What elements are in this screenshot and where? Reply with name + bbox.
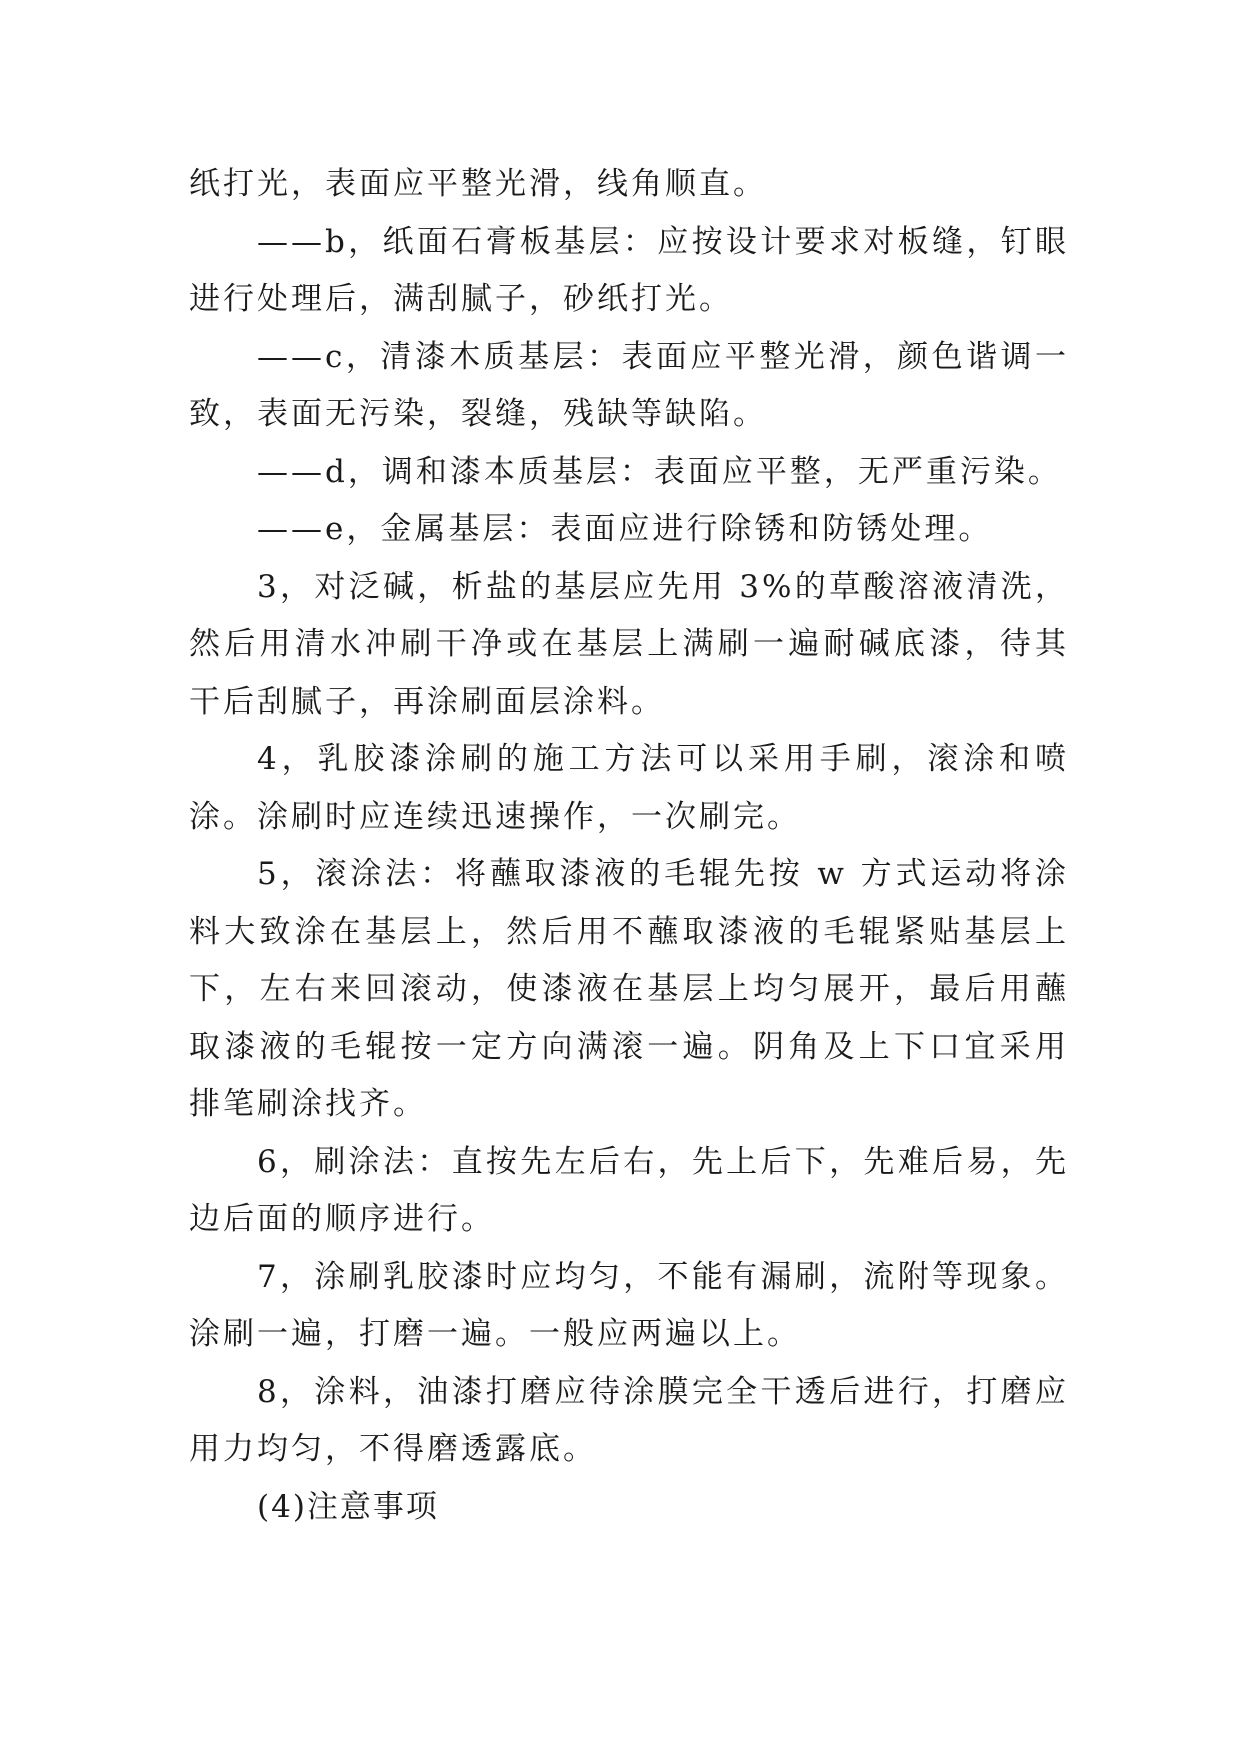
paragraph-item-3: 3，对泛碱，析盐的基层应先用 3%的草酸溶液清洗，然后用清水冲刷干净或在基层上满刷一遍耐碱底漆，待其干后刮腻子，再涂刷面层涂料。 [189, 568, 1069, 720]
document-body [189, 156, 1069, 1536]
paragraph-item-5: 5，滚涂法：将蘸取漆液的毛辊先按 w 方式运动将涂料大致涂在基层上，然后用不蘸取漆液的毛辊紧贴基层上下，左右来回滚动，使漆液在基层上均匀展开，最后用蘸取漆液的毛辊按一定方向满滚一遍。阴角及上下口宜采用排笔刷涂找齐。 [189, 856, 1069, 1122]
paragraph-item-d: ——d，调和漆本质基层：表面应平整，无严重污染。 [257, 453, 1062, 490]
paragraph-item-6: 6，刷涂法：直按先左后右，先上后下，先难后易，先边后面的顺序进行。 [189, 1143, 1069, 1237]
paragraph-item-4: 4，乳胶漆涂刷的施工方法可以采用手刷，滚涂和喷涂。涂刷时应连续迅速操作，一次刷完。 [189, 741, 1069, 835]
section-heading: (4)注意事项 [257, 1488, 439, 1525]
paragraph-item-7: 7，涂刷乳胶漆时应均匀，不能有漏刷，流附等现象。涂刷一遍，打磨一遍。一般应两遍以上。 [189, 1258, 1069, 1352]
paragraph-item-e: ——e，金属基层：表面应进行除锈和防锈处理。 [257, 511, 993, 547]
paragraph-continuation: 纸打光，表面应平整光滑，线角顺直。 [189, 166, 767, 202]
paragraph-item-8: 8，涂料，油漆打磨应待涂膜完全干透后进行，打磨应用力均匀，不得磨透露底。 [189, 1373, 1069, 1467]
paragraph-item-b: ——b，纸面石膏板基层：应按设计要求对板缝，钉眼进行处理后，满刮腻子，砂纸打光。 [189, 223, 1069, 317]
paragraph-item-c: ——c，清漆木质基层：表面应平整光滑，颜色谐调一致，表面无污染，裂缝，残缺等缺陷。 [189, 338, 1069, 432]
